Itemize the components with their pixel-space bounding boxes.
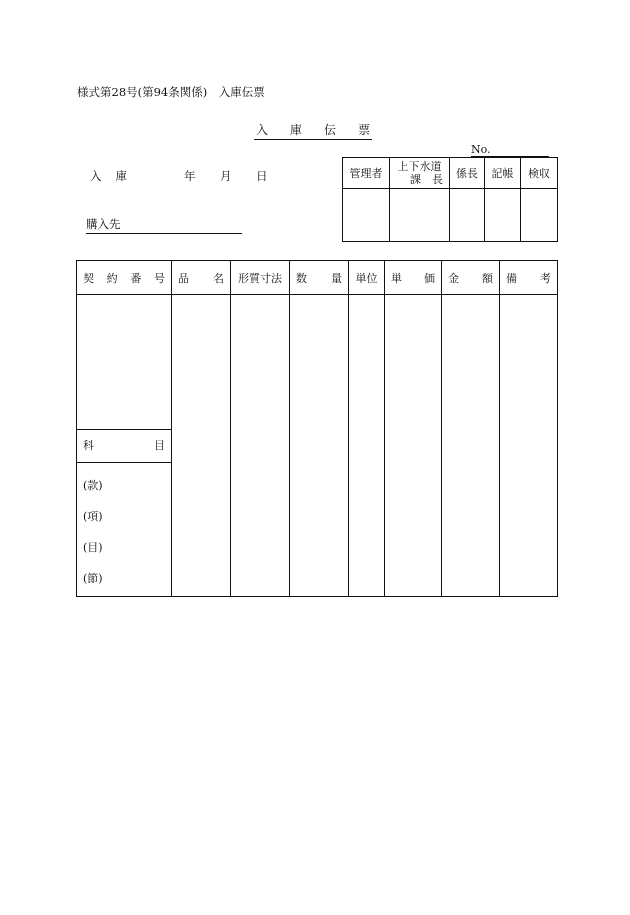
- column-header-unit: 単位: [349, 261, 385, 295]
- items-table: [76, 260, 557, 597]
- supplier-label: 購入先: [86, 217, 121, 231]
- approval-header-subsection-chief: 係長: [450, 158, 485, 189]
- quantity-cell[interactable]: [290, 295, 349, 597]
- receipt-char: 入: [90, 169, 102, 183]
- approval-header-line: 課 長: [410, 173, 443, 186]
- header-char: 量: [331, 271, 342, 285]
- budget-item-kan: (款): [83, 479, 103, 492]
- year-label: 年: [184, 169, 196, 183]
- column-header-quantity: [290, 261, 349, 295]
- header-char: 番: [130, 271, 142, 285]
- title-char: 入: [255, 123, 268, 137]
- account-subject-label: [77, 429, 171, 463]
- column-header-item-name: [172, 261, 231, 295]
- kamoku-char: 目: [154, 439, 165, 452]
- unit-cell[interactable]: [349, 295, 385, 597]
- contract-number-cell[interactable]: [77, 295, 172, 597]
- spec-cell[interactable]: [231, 295, 290, 597]
- approval-header-section-chief: [390, 158, 450, 189]
- form-header-note: 様式第28号(第94条関係) 入庫伝票: [77, 85, 265, 99]
- budget-item-kou: (項): [83, 510, 103, 523]
- header-char: 備: [506, 271, 517, 285]
- title-char: 庫: [289, 123, 302, 137]
- approval-stamp-cell[interactable]: [390, 189, 450, 242]
- amount-cell[interactable]: [442, 295, 500, 597]
- header-char: 号: [153, 271, 165, 285]
- approval-header-inspection: 検収: [521, 158, 558, 189]
- supplier-field[interactable]: [86, 219, 242, 234]
- receipt-char: 庫: [115, 169, 127, 183]
- header-char: 名: [213, 271, 224, 285]
- header-char: 価: [424, 271, 435, 285]
- form-title: [254, 124, 372, 140]
- approval-stamp-cell[interactable]: [521, 189, 558, 242]
- day-label: 日: [256, 169, 268, 183]
- approval-header-manager: 管理者: [343, 158, 390, 189]
- approval-stamp-cell[interactable]: [485, 189, 521, 242]
- remarks-cell[interactable]: [500, 295, 558, 597]
- number-field[interactable]: [471, 144, 549, 157]
- header-char: 品: [178, 271, 189, 285]
- header-char: 額: [482, 271, 493, 285]
- approval-header-line: 上下水道: [397, 160, 442, 173]
- unit-price-cell[interactable]: [385, 295, 442, 597]
- budget-item-setsu: (節): [83, 572, 103, 585]
- budget-item-moku: (目): [83, 541, 103, 554]
- column-header-amount: [442, 261, 500, 295]
- header-char: 単: [391, 271, 402, 285]
- column-header-spec: 形質寸法: [231, 261, 290, 295]
- title-char: 票: [358, 123, 371, 137]
- column-header-unit-price: [385, 261, 442, 295]
- header-char: 数: [296, 271, 307, 285]
- column-header-contract-number: [77, 261, 172, 295]
- header-char: 契: [83, 271, 94, 285]
- approval-stamp-cell[interactable]: [343, 189, 390, 242]
- kamoku-char: 科: [83, 439, 94, 452]
- number-label: No.: [471, 143, 491, 156]
- month-label: 月: [220, 169, 232, 183]
- header-char: 金: [448, 271, 459, 285]
- header-char: 約: [106, 271, 118, 285]
- approval-header-bookkeeping: 記帳: [485, 158, 521, 189]
- item-name-cell[interactable]: [172, 295, 231, 597]
- header-char: 考: [540, 271, 551, 285]
- approval-box: [342, 157, 557, 241]
- column-header-remarks: [500, 261, 558, 295]
- receipt-date-label: [90, 171, 127, 183]
- approval-stamp-cell[interactable]: [450, 189, 485, 242]
- title-char: 伝: [324, 123, 337, 137]
